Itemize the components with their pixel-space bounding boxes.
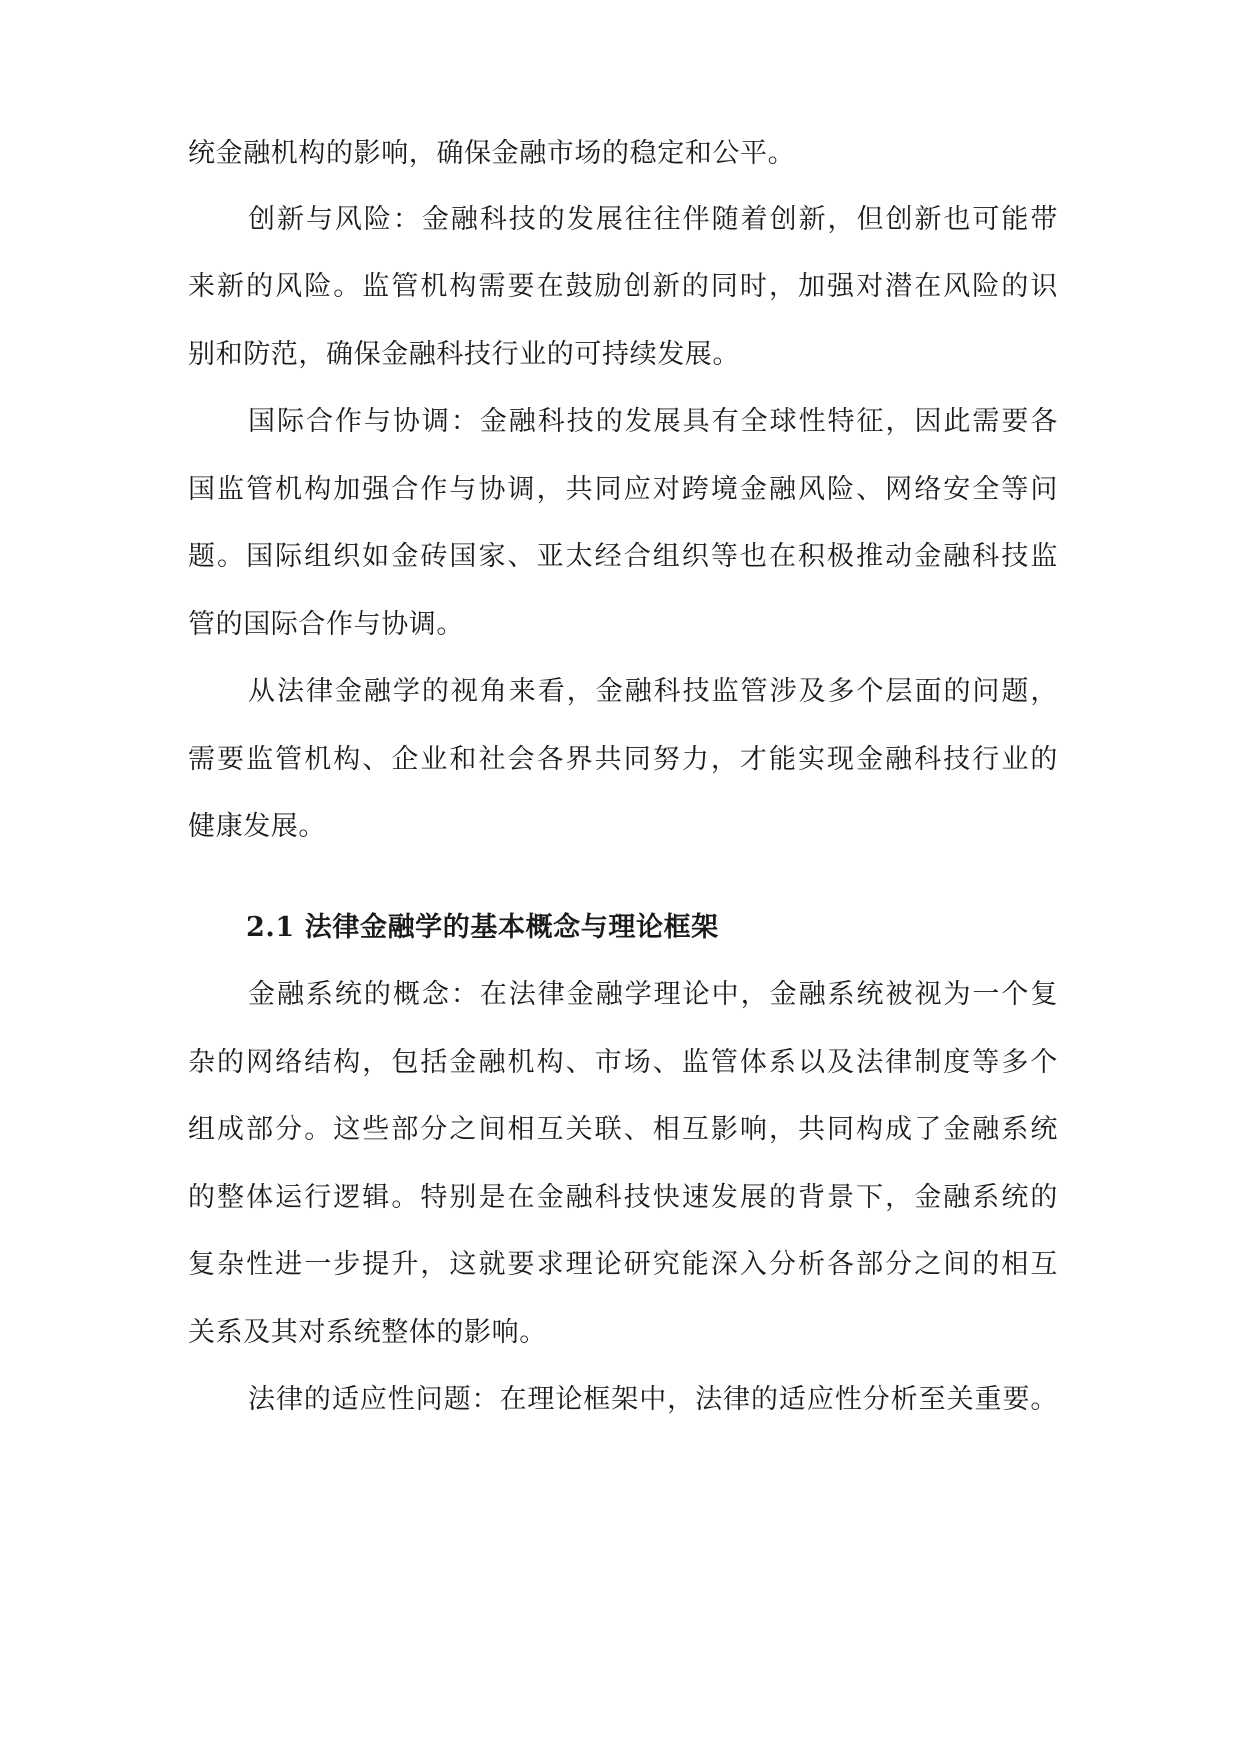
paragraph-line: 国际合作与协调：金融科技的发展具有全球性特征，因此需要各 bbox=[248, 406, 1058, 437]
paragraph-line: 金融系统的概念：在法律金融学理论中，金融系统被视为一个复 bbox=[248, 979, 1058, 1010]
paragraph-line: 来新的风险。监管机构需要在鼓励创新的同时，加强对潜在风险的识 bbox=[188, 271, 1058, 302]
paragraph-line: 创新与风险：金融科技的发展往往伴随着创新，但创新也可能带 bbox=[248, 204, 1058, 235]
paragraph-line: 题。国际组织如金砖国家、亚太经合组织等也在积极推动金融科技监 bbox=[188, 541, 1058, 572]
paragraph-line: 需要监管机构、企业和社会各界共同努力，才能实现金融科技行业的 bbox=[188, 744, 1058, 775]
paragraph-line: 关系及其对系统整体的影响。 bbox=[188, 1317, 547, 1348]
paragraph-line: 杂的网络结构，包括金融机构、市场、监管体系以及法律制度等多个 bbox=[188, 1047, 1058, 1078]
paragraph-line: 复杂性进一步提升，这就要求理论研究能深入分析各部分之间的相互 bbox=[188, 1249, 1058, 1280]
paragraph-line: 管的国际合作与协调。 bbox=[188, 609, 464, 640]
paragraph-line: 别和防范，确保金融科技行业的可持续发展。 bbox=[188, 339, 740, 370]
paragraph-line: 国监管机构加强合作与协调，共同应对跨境金融风险、网络安全等问 bbox=[188, 474, 1058, 505]
paragraph-line: 健康发展。 bbox=[188, 811, 326, 842]
paragraph-line: 从法律金融学的视角来看，金融科技监管涉及多个层面的问题， bbox=[248, 676, 1058, 707]
paragraph-line: 法律的适应性问题：在理论框架中，法律的适应性分析至关重要。 bbox=[248, 1384, 1058, 1415]
paragraph-line: 的整体运行逻辑。特别是在金融科技快速发展的背景下，金融系统的 bbox=[188, 1182, 1058, 1213]
section-heading: 2.1 法律金融学的基本概念与理论框架 bbox=[246, 912, 719, 943]
paragraph-line: 组成部分。这些部分之间相互关联、相互影响，共同构成了金融系统 bbox=[188, 1114, 1058, 1145]
paragraph-line: 统金融机构的影响，确保金融市场的稳定和公平。 bbox=[188, 138, 796, 169]
